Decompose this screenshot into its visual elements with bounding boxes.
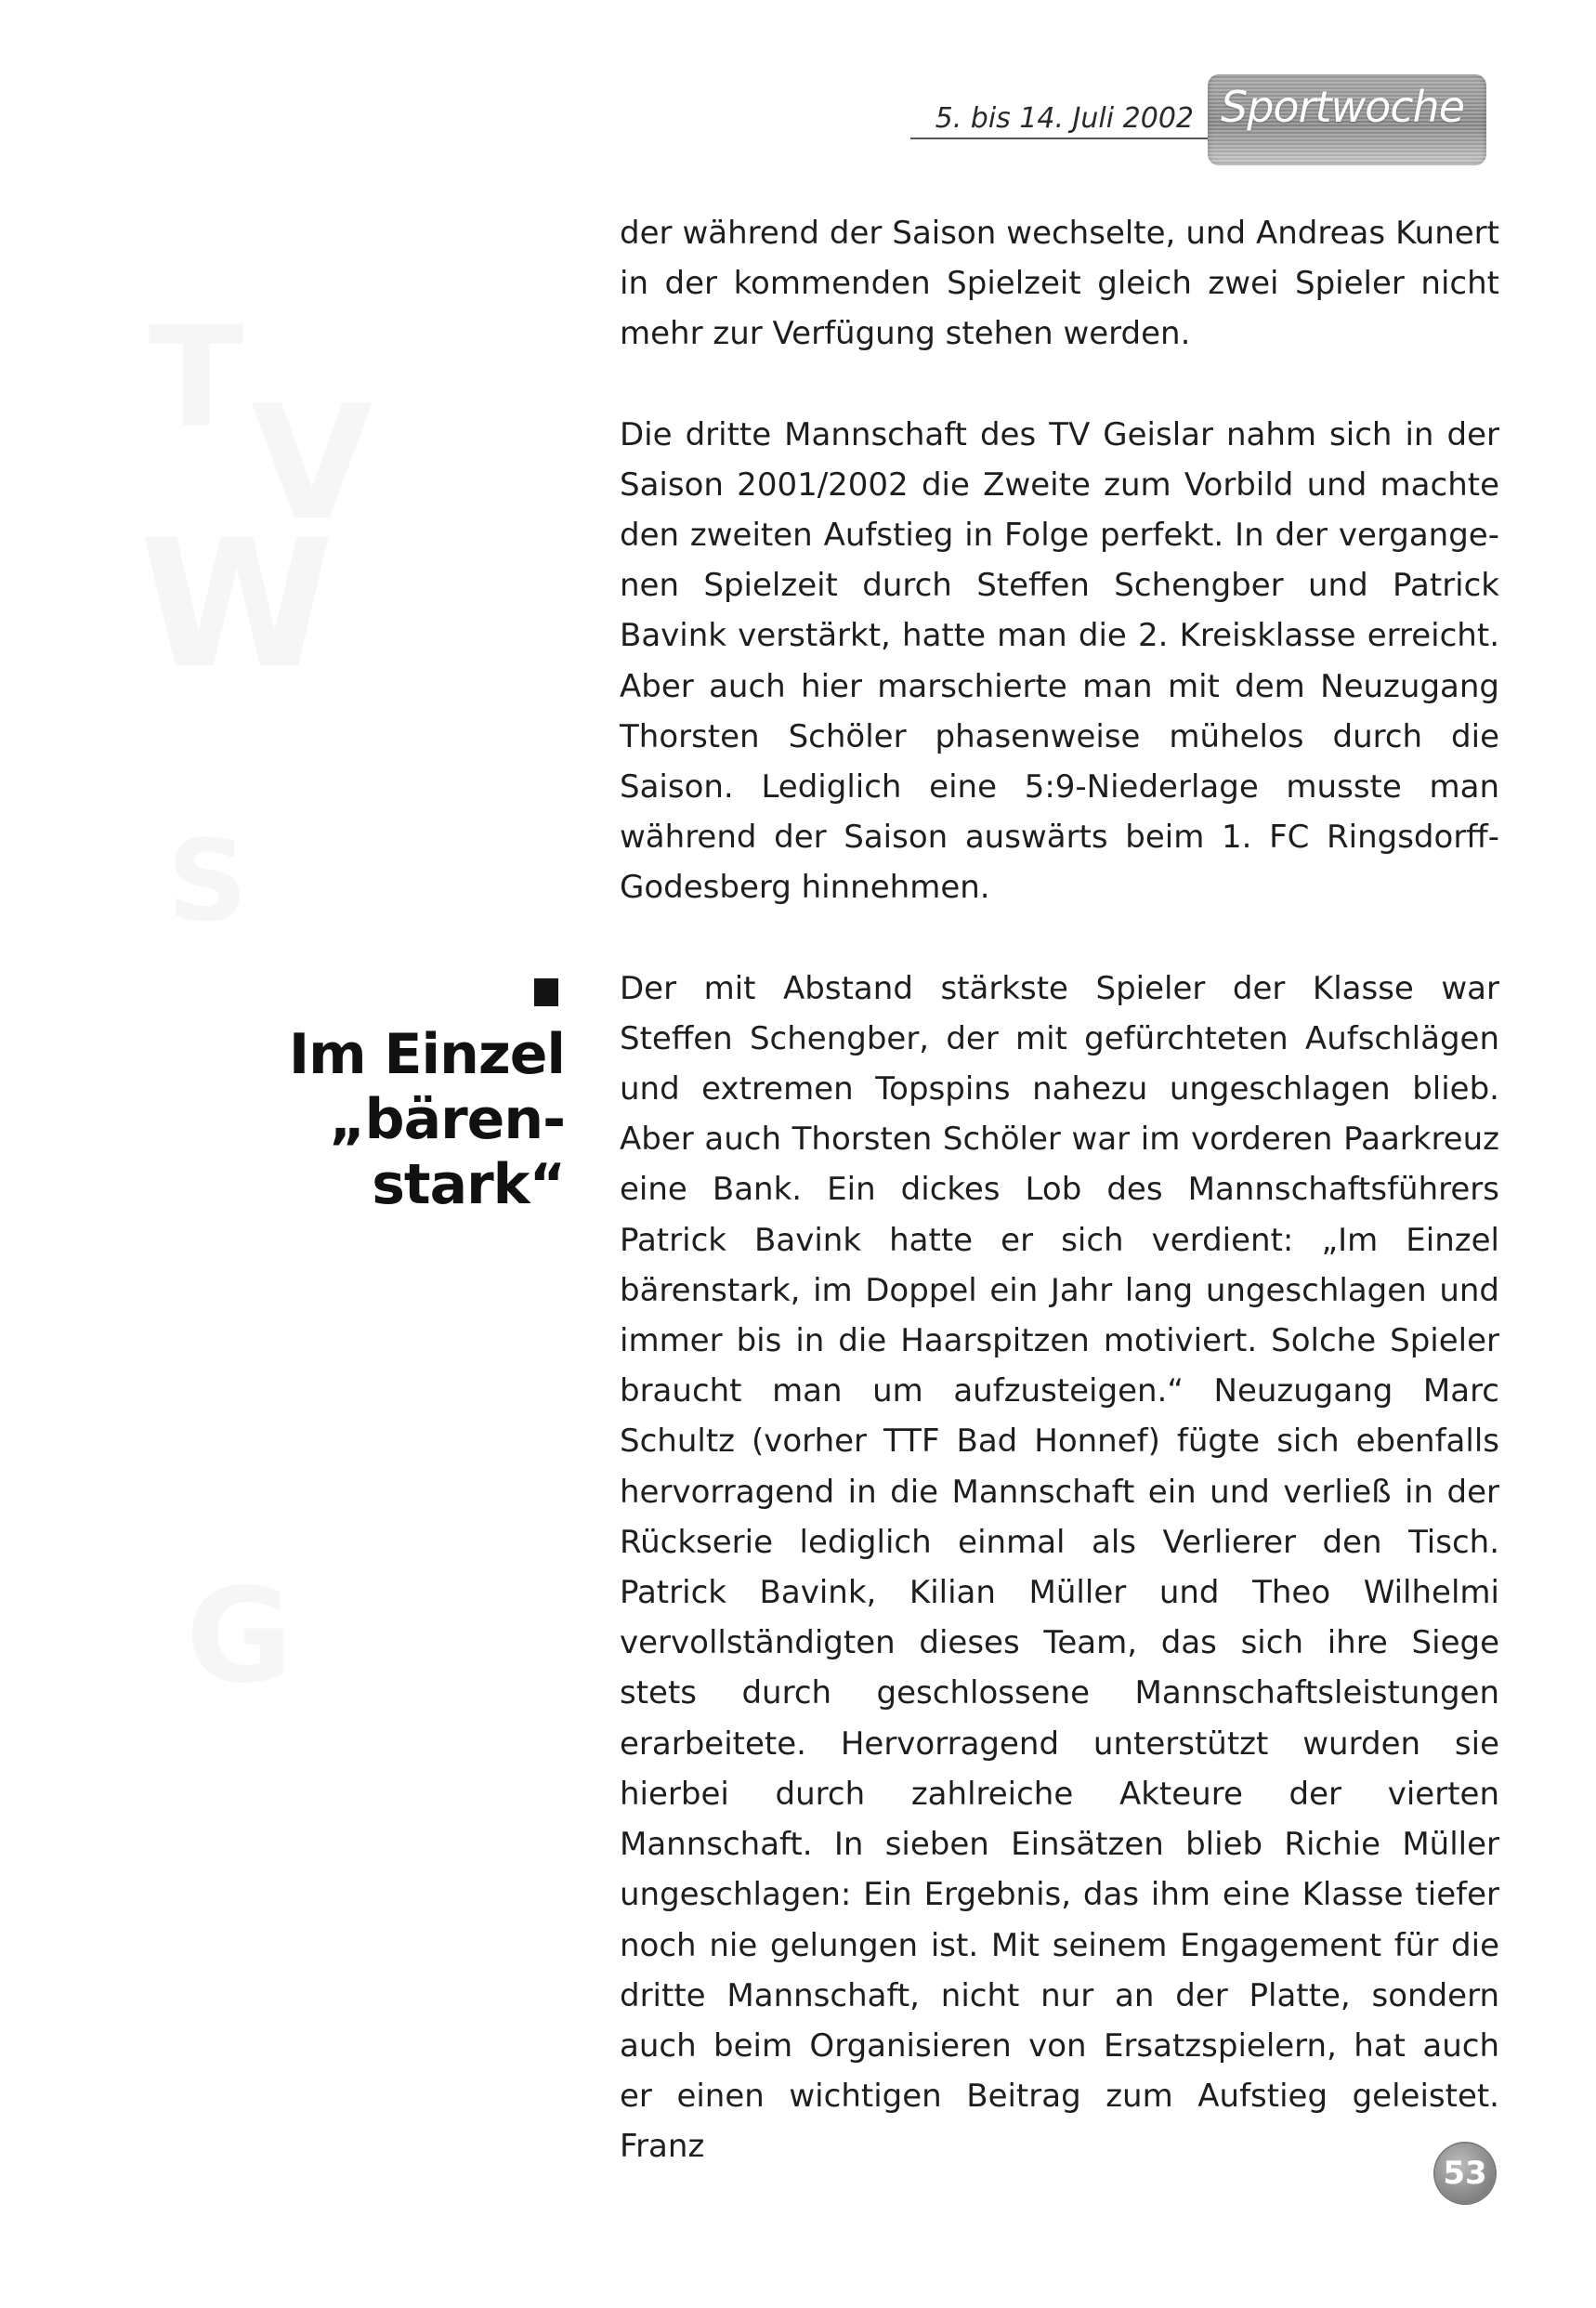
heading-bullet-icon (534, 978, 558, 1006)
paragraph: Der mit Abstand stärkste Spieler der Klasse war Steffen Schengber, der mit gefürchteten Aufschlägen und extremen Topspins nahezu ungeschlagen blieb. Aber auch Thorsten Schöler war im vorderen Paarkreuz eine Bank. Ein dickes Lob des Mannschaftsführers Patrick Bavink hatte er sich verdient: „Im Einzel bärenstark, im Doppel ein Jahr lang ungeschlagen und immer bis in die Haarspitzen motiviert. Solche Spieler braucht man um aufzusteigen.“ Neuzugang Marc Schultz (vorher TTF Bad Honnef) fügte sich ebenfalls hervorragend in die Mannschaft ein und verließ in der Rückserie lediglich einmal als Verlierer den Tisch. Patrick Bavink, Kilian Müller und Theo Wilhelmi vervollständigten dieses Team, das sich ihre Siege stets durch geschlossene Mannschaftsleistungen erarbeitete. Hervorragend unterstützt wurden sie hierbei durch zahlreiche Akteure der vierten Mannschaft. In sieben Einsätzen blieb Richie Müller ungeschlagen: Ein Ergebnis, das ihm eine Klasse tiefer noch nie gelungen ist. Mit seinem Engagement für die dritte Mannschaft, nicht nur an der Platte, sondern auch beim Organisieren von Ersatzspielern, hat auch er einen wichtigen Beitrag zum Aufstieg geleistet. Franz (620, 969, 1499, 2166)
page-number: 53 (1435, 2144, 1495, 2203)
sidebar-heading (289, 1022, 565, 1217)
sidebar-heading-line: Im Einzel (288, 1022, 565, 1087)
paragraph: Die dritte Mannschaft des TV Geislar nahm sich in der Saison 2001/2002 die Zweite zum Vorbild und machte den zweiten Aufstieg in Folge perfekt. In der vergangenen Spielzeit durch Steffen Schengber und Patrick Bavink verstärkt, hatte man die 2. Kreisklasse erreicht. Aber auch hier marschierte man mit dem Neuzugang Thorsten Schöler phasenweise mühelos durch die Saison. Lediglich eine 5:9-Niederlage musste man während der Saison auswärts beim 1. FC Ringsdorff-Godesberg hinnehmen. (620, 415, 1499, 907)
article-body (620, 208, 1499, 2172)
background-watermark: T V W S G (139, 297, 377, 1712)
issue-date: 5. bis 14. Juli 2002 (935, 102, 1194, 135)
brand-name: Sportwoche (1221, 82, 1465, 132)
sidebar-heading-line: „bären- (329, 1087, 565, 1152)
page-header (910, 71, 1505, 167)
header-rule (910, 138, 1226, 139)
paragraph: der während der Saison wechselte, und Andreas Kunert in der kommenden Spielzeit gleich zwei Spieler nicht mehr zur Verfügung stehen werden. (620, 215, 1499, 353)
sidebar-heading-line: stark“ (372, 1152, 565, 1217)
brand-badge (1208, 74, 1486, 165)
